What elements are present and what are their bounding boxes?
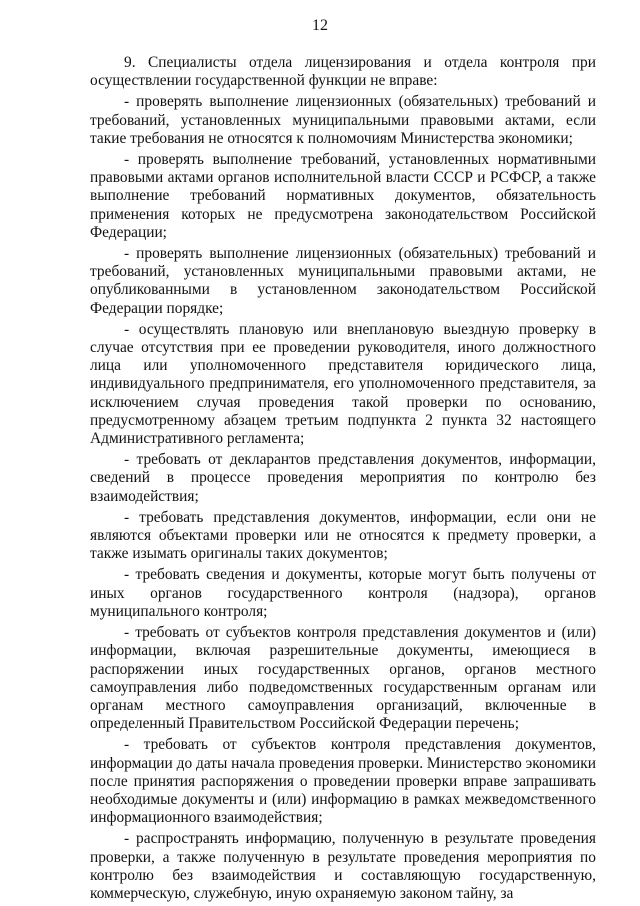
list-item: - требовать представления документов, информации, если они не являются объектами проверки или не относятся к предмету проверки, а также изымать оригиналы таких документов; <box>90 508 596 563</box>
list-item: - требовать от субъектов контроля представления документов и (или) информации, включая разрешительные документы, имеющиеся в распоряжении иных государственных органов, органов местного самоуправления либо подведомственных государственным органам или органам местного самоуправления организаций, включенные в определенный Правительством Российской Федерации перечень; <box>90 624 596 733</box>
list-item: - проверять выполнение лицензионных (обязательных) требований и требований, установленных муниципальными правовыми актами, не опубликованными в установленном законодательством Российской Федерации порядке; <box>90 245 596 317</box>
page-number: 12 <box>312 17 328 34</box>
document-body <box>90 54 596 906</box>
list-item: - осуществлять плановую или внеплановую выездную проверку в случае отсутствия при ее проведении руководителя, иного должностного лица или уполномоченного представителя юридического лица, индивидуального предпринимателя, его уполномоченного представителя, за исключением случая проведения такой проверки по основанию, предусмотренному абзацем третьим подпункта 2 пункта 32 настоящего Административного регламента; <box>90 320 596 448</box>
list-item: - требовать от декларантов представления документов, информации, сведений в процессе проведения мероприятия по контролю без взаимодействия; <box>90 451 596 505</box>
list-item: - проверять выполнение лицензионных (обязательных) требований и требований, установленных муниципальными правовыми актами, если такие требования не относятся к полномочиям Министерства экономики; <box>90 93 596 147</box>
paragraph-intro: 9. Специалисты отдела лицензирования и отдела контроля при осуществлении государственной функции не вправе: <box>90 54 596 90</box>
list-item: - распространять информацию, полученную в результате проведения проверки, а также полученную в результате проведения мероприятия по контролю без взаимодействия и составляющую государственную, коммерческую, служебную, иную охраняемую законом тайну, за <box>90 830 596 902</box>
list-item: - требовать от субъектов контроля представления документов, информации до даты начала проведения проверки. Министерство экономики после принятия распоряжения о проведении проверки вправе запрашивать необходимые документы и (или) информацию в рамках межведомственного информационного взаимодействия; <box>90 736 596 827</box>
list-item: - проверять выполнение требований, установленных нормативными правовыми актами органов исполнительной власти СССР и РСФСР, а также выполнение требований нормативных документов, обязательность применения которых не предусмотрена законодательством Российской Федерации; <box>90 151 596 241</box>
list-item: - требовать сведения и документы, которые могут быть получены от иных органов государственного контроля (надзора), органов муниципального контроля; <box>90 566 596 620</box>
